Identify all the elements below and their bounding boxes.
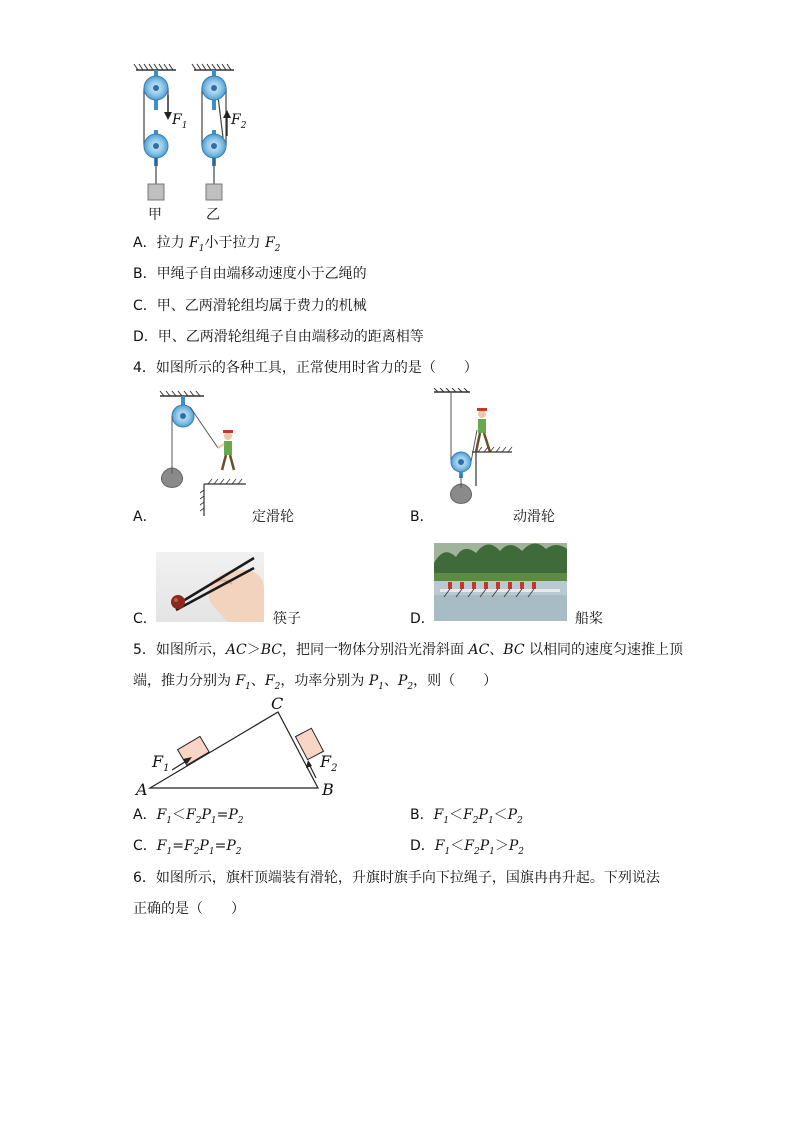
ceiling-right bbox=[192, 64, 234, 70]
pulley-figure-q3 bbox=[130, 60, 260, 222]
q4-option-b-letter: B． bbox=[410, 509, 434, 525]
q5-option-b: B．$F_1<F_2P_1<P_2$ bbox=[410, 807, 523, 826]
incline-label-f1: $F_1$ bbox=[152, 752, 170, 775]
chopsticks-photo bbox=[156, 552, 264, 622]
q4-option-a-letter: A． bbox=[133, 509, 157, 525]
q6-stem-line2: 正确的是（ ） bbox=[133, 901, 245, 917]
q4-option-d-caption: 船桨 bbox=[575, 611, 603, 627]
ceiling-left bbox=[134, 64, 176, 70]
q6-stem-line1: 6．如图所示，旗杆顶端装有滑轮，升旗时旗手向下拉绳子，国旗冉冉升起。下列说法 bbox=[133, 870, 660, 886]
q5-option-a: A．$F_1<F_2P_1=P_2$ bbox=[133, 807, 244, 826]
incline-label-a: A bbox=[136, 780, 148, 799]
incline-label-c: C bbox=[271, 694, 284, 713]
incline-label-b: B bbox=[322, 780, 334, 799]
q5-option-d: D．$F_1<F_2P_1>P_2$ bbox=[410, 838, 524, 857]
weight-left bbox=[148, 184, 164, 200]
rowing-photo bbox=[434, 543, 567, 621]
q5-stem-line1: 5．如图所示，AC＞BC，把同一物体分别沿光滑斜面 AC、BC 以相同的速度匀速推上顶 bbox=[133, 642, 684, 658]
q4-option-d-letter: D． bbox=[410, 611, 435, 627]
q4-stem: 4．如图所示的各种工具，正常使用时省力的是（ ） bbox=[133, 360, 478, 376]
incline-label-f2: $F_2$ bbox=[320, 752, 338, 775]
q5-option-c: C．$F_1=F_2P_1=P_2$ bbox=[133, 838, 242, 857]
q4-option-c-letter: C． bbox=[133, 611, 157, 627]
q4-option-a-caption: 定滑轮 bbox=[252, 509, 294, 525]
q3-option-b: B．甲绳子自由端移动速度小于乙绳的 bbox=[133, 266, 367, 282]
label-yi: 乙 bbox=[206, 207, 220, 223]
q3-option-c: C．甲、乙两滑轮组均属于费力的机械 bbox=[133, 298, 367, 314]
fixed-pulley-figure bbox=[152, 390, 252, 518]
q4-option-b-caption: 动滑轮 bbox=[513, 509, 555, 525]
q3-option-d: D．甲、乙两滑轮组绳子自由端移动的距离相等 bbox=[133, 329, 424, 345]
label-jia: 甲 bbox=[148, 207, 162, 223]
weight-right bbox=[206, 184, 222, 200]
f2-label: $F_2$ bbox=[231, 112, 247, 131]
f1-label: $F_1$ bbox=[172, 112, 188, 131]
q5-stem-line2: 端，推力分别为 $F_1$、$F_2$，功率分别为 $P_1$、$P_2$，则（ ） bbox=[133, 673, 498, 692]
incline-figure bbox=[130, 692, 350, 802]
movable-pulley-figure bbox=[430, 388, 520, 518]
q3-option-a: A．拉力 $F_1$小于拉力 $F_2$ bbox=[133, 235, 281, 254]
q4-option-c-caption: 筷子 bbox=[273, 611, 301, 627]
